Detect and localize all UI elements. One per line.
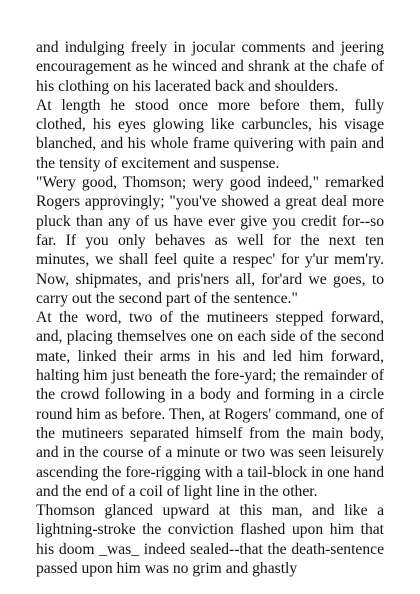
paragraph: and indulging freely in jocular comments and jeering encouragement as he winced and shrank at the chafe of his clothing on his lacerated back and shoulders. — [36, 39, 384, 95]
paragraph: At length he stood once more before them, fully clothed, his eyes glowing like carbuncles, his visage blanched, and his whole frame quivering with pain and the tensity of excitement and suspense. — [36, 96, 384, 172]
paragraph: Thomson glanced upward at this man, and like a lightning-stroke the conviction flashed upon him that his doom _was_ indeed sealed--that the death-sentence passed upon him was no grim and ghastly — [36, 502, 384, 578]
paragraph: "Wery good, Thomson; wery good indeed," remarked Rogers approvingly; "you've showed a great deal more pluck than any of us have ever give you credit for--so far. If you only behaves as well for the next ten minutes, we shall feel quite a respec' for y'ur mem'ry. Now, shipmates, and pris'ners all, for'ard we goes, to carry out the second part of the sentence." — [36, 174, 384, 307]
paragraph: At the word, two of the mutineers stepped forward, and, placing themselves one on each side of the second mate, linked their arms in his and led him forward, halting him just beneath the fore-yard; the remainder of the crowd following in a body and forming in a circle round him as before. Then, at Rogers' command, one of the mutineers separated himself from the main body, and in the course of a minute or two was seen leisurely ascending the fore-rigging with a tail-block in one hand and the end of a coil of light line in the other. — [36, 309, 384, 500]
